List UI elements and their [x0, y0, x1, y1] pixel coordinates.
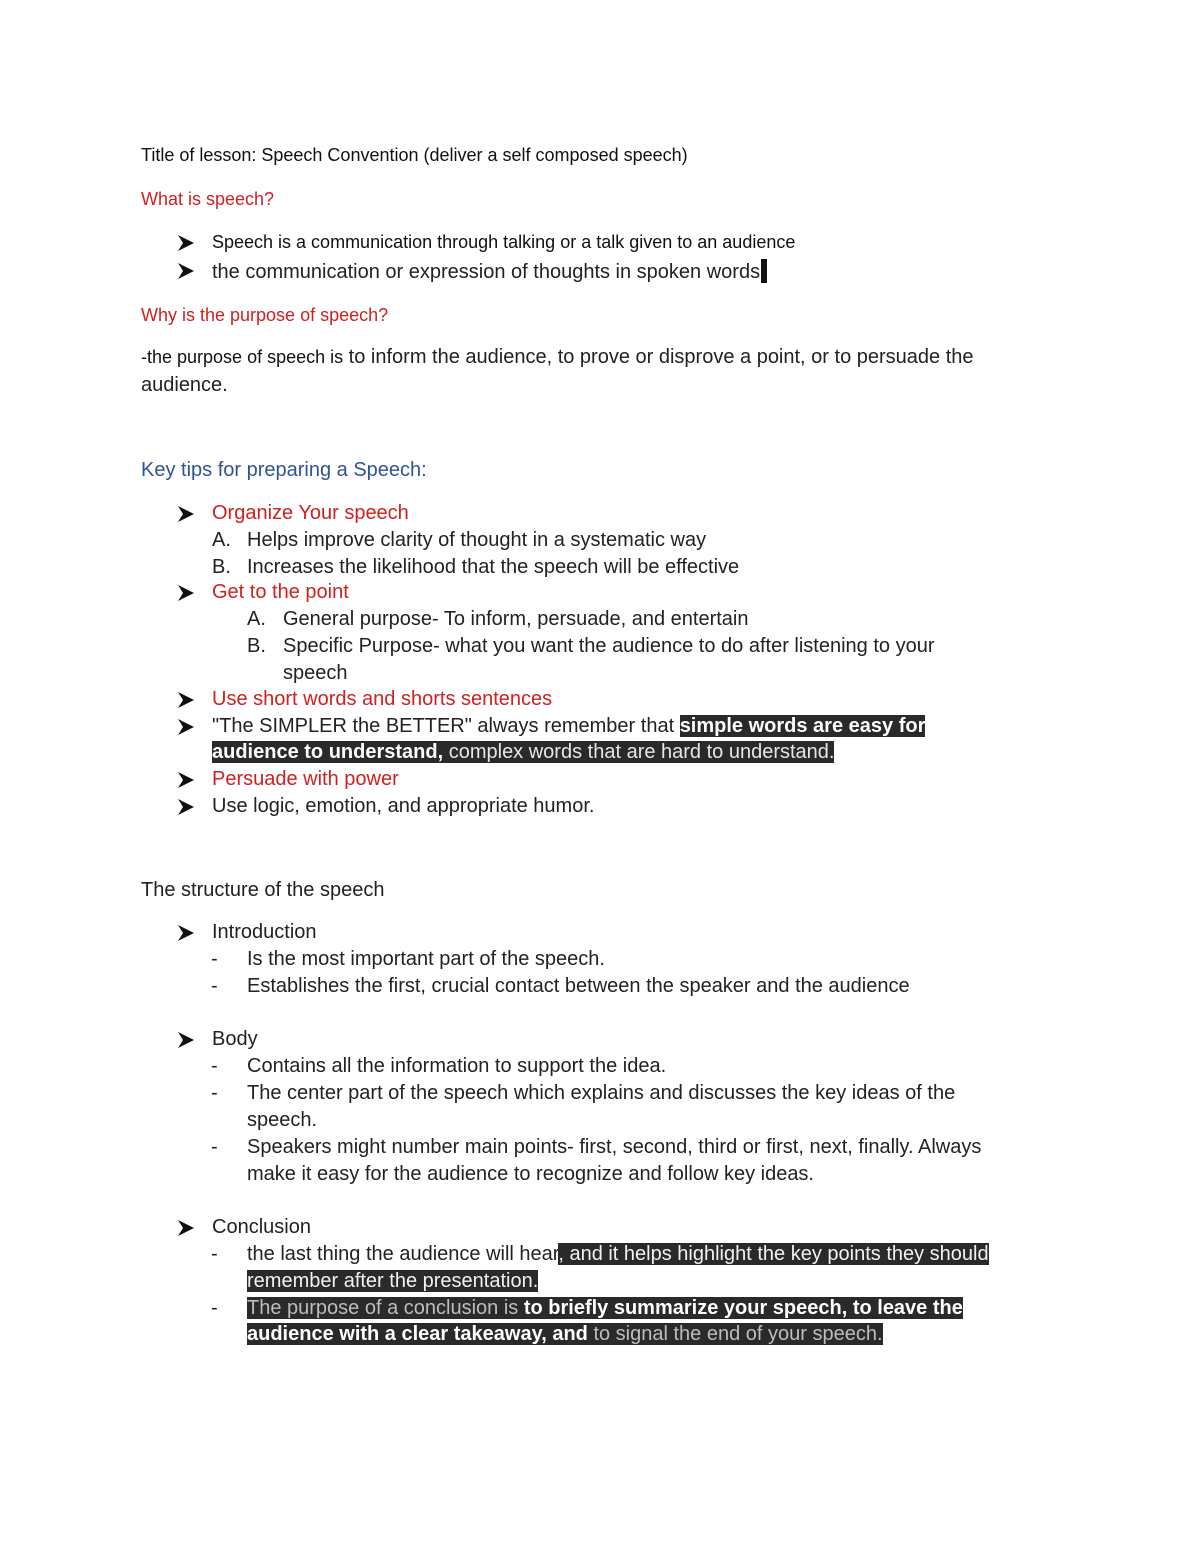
body-item-3-line1: Speakers might number main points- first, second, third or first, next, finally. Always	[247, 1136, 982, 1158]
structure-body: Body	[212, 1028, 258, 1050]
dash-marker: -	[211, 948, 218, 970]
structure-heading: The structure of the speech	[141, 879, 385, 901]
tip-logic: Use logic, emotion, and appropriate humor.	[212, 795, 595, 817]
conclusion-item-1-line1: the last thing the audience will hear, and it helps highlight the key points they should	[247, 1243, 989, 1265]
arrowhead-bullet-icon	[176, 923, 198, 945]
tip-persuade: Persuade with power	[212, 768, 399, 790]
dash-marker: -	[211, 1082, 218, 1104]
structure-introduction: Introduction	[212, 921, 317, 943]
tip-organize-a: Helps improve clarity of thought in a systematic way	[247, 529, 707, 551]
tip-get-to-point: Get to the point	[212, 581, 349, 603]
tip-organize-a-marker: A.	[212, 529, 231, 551]
intro-item-2: Establishes the first, crucial contact between the speaker and the audience	[247, 975, 910, 997]
tip-organize-b: Increases the likelihood that the speech will be effective	[247, 556, 740, 578]
tip-organize: Organize Your speech	[212, 502, 409, 524]
dash-marker: -	[211, 975, 218, 997]
arrowhead-bullet-icon	[176, 770, 198, 792]
tip-simpler-line1: "The SIMPLER the BETTER" always remember that simple words are easy for	[212, 715, 926, 737]
tip-point-a: General purpose- To inform, persuade, and entertain	[283, 608, 749, 630]
body-item-2-line1: The center part of the speech which explains and discusses the key ideas of the	[247, 1082, 956, 1104]
highlighted-text: complex words that are hard to understand.	[443, 741, 835, 763]
conclusion-item-1-line2	[247, 1270, 538, 1293]
conclusion-item-2-line1	[247, 1297, 963, 1320]
highlighted-text: audience to understand,	[212, 741, 444, 763]
dash-marker: -	[211, 1243, 218, 1265]
arrowhead-bullet-icon	[176, 583, 198, 605]
what-is-speech-heading: What is speech?	[141, 189, 275, 209]
highlighted-text: to signal the end of your speech.	[587, 1323, 883, 1345]
intro-item-1: Is the most important part of the speech.	[247, 948, 605, 970]
highlighted-text: to briefly summarize your speech, to leave the	[523, 1297, 963, 1319]
arrowhead-bullet-icon	[176, 261, 198, 283]
text-cursor	[761, 259, 767, 283]
speech-definition-1: Speech is a communication through talking or a talk given to an audience	[212, 232, 796, 252]
highlighted-text: The purpose of a conclusion is	[247, 1297, 524, 1319]
key-tips-heading: Key tips for preparing a Speech:	[141, 459, 427, 481]
arrowhead-bullet-icon	[176, 717, 198, 739]
highlighted-text: audience with a clear takeaway, and	[247, 1323, 588, 1345]
tip-point-b-line2: speech	[283, 662, 348, 684]
highlighted-text: , and it helps highlight the key points they should	[558, 1243, 989, 1265]
tip-point-b-line1: Specific Purpose- what you want the audience to do after listening to your	[283, 635, 935, 657]
tip-organize-b-marker: B.	[212, 556, 231, 578]
dash-marker: -	[211, 1055, 218, 1077]
arrowhead-bullet-icon	[176, 1218, 198, 1240]
body-item-3-line2: make it easy for the audience to recognize and follow key ideas.	[247, 1163, 814, 1185]
body-item-2-line2: speech.	[247, 1109, 318, 1131]
arrowhead-bullet-icon	[176, 690, 198, 712]
purpose-heading: Why is the purpose of speech?	[141, 305, 389, 325]
structure-conclusion: Conclusion	[212, 1216, 311, 1238]
tip-point-a-marker: A.	[247, 608, 266, 630]
arrowhead-bullet-icon	[176, 233, 198, 255]
tip-short-words: Use short words and shorts sentences	[212, 688, 553, 710]
dash-marker: -	[211, 1136, 218, 1158]
lesson-title: Title of lesson: Speech Convention (deliver a self composed speech)	[141, 145, 688, 165]
body-item-1: Contains all the information to support the idea.	[247, 1055, 667, 1077]
arrowhead-bullet-icon	[176, 1030, 198, 1052]
highlighted-text: simple words are easy for	[679, 715, 926, 737]
tip-simpler-line2	[212, 741, 834, 764]
dash-marker: -	[211, 1297, 218, 1319]
tip-point-b-marker: B.	[247, 635, 266, 657]
arrowhead-bullet-icon	[176, 797, 198, 819]
purpose-paragraph-line1: -the purpose of speech is to inform the audience, to prove or disprove a point, or to persuade the	[141, 346, 974, 368]
highlighted-text: remember after the presentation.	[247, 1270, 539, 1292]
speech-definition-2: the communication or expression of thoughts in spoken words	[212, 259, 767, 284]
arrowhead-bullet-icon	[176, 504, 198, 526]
purpose-paragraph-line2: audience.	[141, 374, 228, 396]
conclusion-item-2-line2	[247, 1323, 883, 1346]
